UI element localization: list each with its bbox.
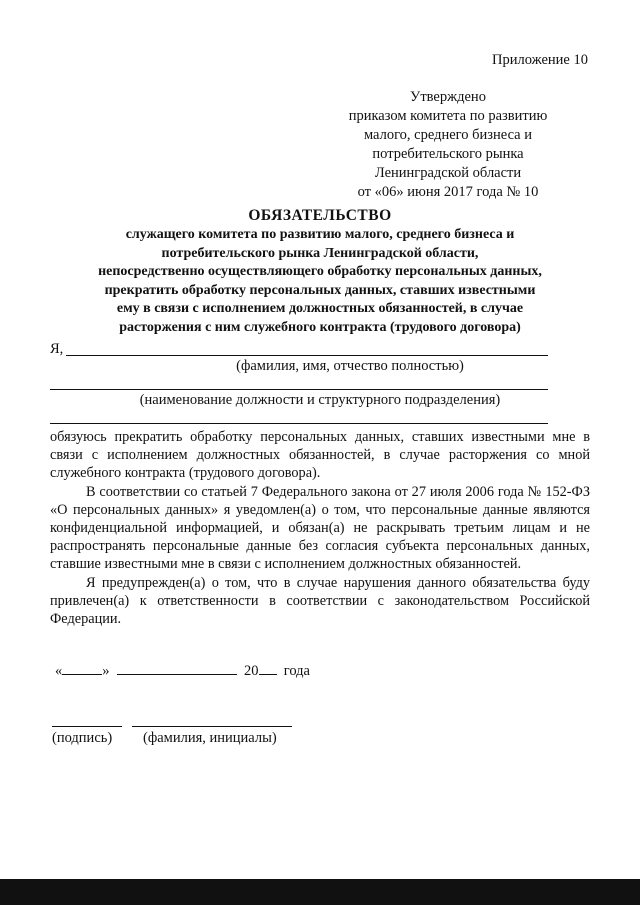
position-field-line-1[interactable] xyxy=(50,389,548,390)
subtitle-line: ему в связи с исполнением должностных обязанностей, в случае xyxy=(116,301,524,316)
approval-line: Ленинградской области xyxy=(374,165,522,181)
subtitle-line: служащего комитета по развитию малого, среднего бизнеса и xyxy=(125,227,515,242)
close-quote: » xyxy=(102,663,110,679)
document-title-block xyxy=(50,206,590,337)
year-field[interactable] xyxy=(259,662,277,675)
full-name-field[interactable] xyxy=(66,355,548,356)
year-prefix: 20 xyxy=(244,663,259,679)
approval-line: малого, среднего бизнеса и xyxy=(363,127,533,143)
appendix-label: Приложение 10 xyxy=(492,52,588,68)
body-paragraph: В соответствии со статьей 7 Федерального закона от 27 июля 2006 года № 152-ФЗ «О персональных данных» я уведомлен(а) о том, что персональные данные являются конфиденциальной информацией, и обязан(а) не раскрывать третьим лицам и не распространять персональные данные без согласия субъекта персональных данных, ставшие известными мне в связи с исполнением должностных обязанностей. xyxy=(50,483,590,573)
year-suffix: года xyxy=(283,663,310,679)
body-text xyxy=(50,428,590,628)
document-title: ОБЯЗАТЕЛЬСТВО xyxy=(248,207,392,224)
subtitle-line: расторжения с ним служебного контракта (трудового договора) xyxy=(119,319,521,335)
approval-line: потребительского рынка xyxy=(372,146,524,162)
subtitle-line: непосредственно осуществляющего обработку персональных данных, xyxy=(98,264,542,279)
approval-line: от «06» июня 2017 года № 10 xyxy=(357,184,539,200)
subtitle-line: прекратить обработку персональных данных, ставших известными xyxy=(104,282,536,298)
open-quote: « xyxy=(55,663,63,679)
body-paragraph: Я предупрежден(а) о том, что в случае нарушения данного обязательства буду привлечен(а) к ответственности в соответствии с законодательством Российской Федерации. xyxy=(50,574,590,628)
subtitle-line: потребительского рынка Ленинградской области, xyxy=(161,245,479,261)
full-name-caption: (фамилия, имя, отчество полностью) xyxy=(236,358,464,374)
approval-block xyxy=(318,88,578,202)
signature-label: (подпись) xyxy=(52,730,113,746)
signer-name-label: (фамилия, инициалы) xyxy=(143,730,277,746)
day-field[interactable] xyxy=(62,662,102,675)
position-caption: (наименование должности и структурного подразделения) xyxy=(139,392,501,408)
signer-name-field[interactable] xyxy=(132,726,292,727)
date-line xyxy=(55,662,310,680)
scan-border-bottom xyxy=(0,879,640,905)
position-field-line-2[interactable] xyxy=(50,423,548,424)
signature-field[interactable] xyxy=(52,726,122,727)
month-field[interactable] xyxy=(117,662,237,675)
fill-prefix: Я, xyxy=(50,341,64,357)
approval-line: Утверждено xyxy=(410,89,486,105)
approval-line: приказом комитета по развитию xyxy=(348,108,548,124)
body-paragraph: обязуюсь прекратить обработку персональных данных, ставших известными мне в связи с исполнением должностных обязанностей, в случае расторжения со мной служебного контракта (трудового договора). xyxy=(50,429,590,482)
